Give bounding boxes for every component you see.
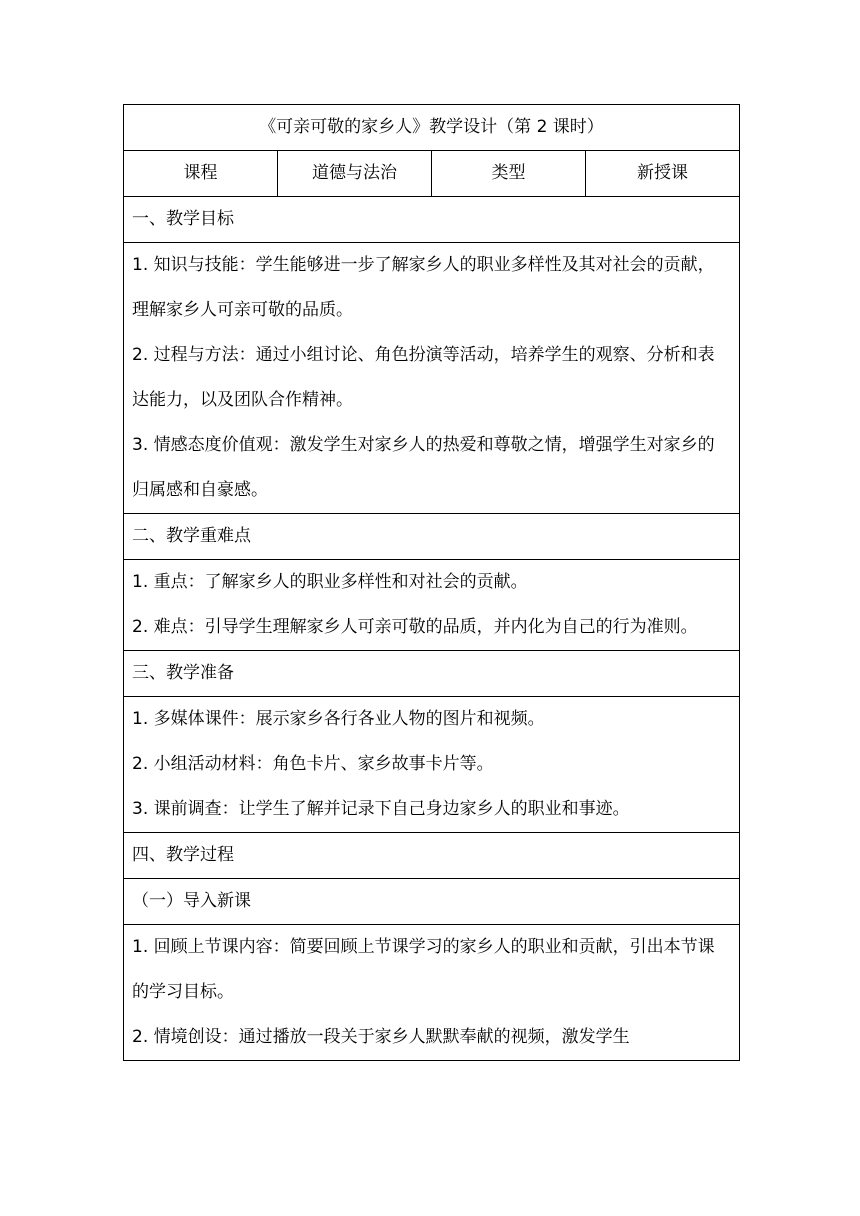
title-row (124, 105, 740, 151)
preparation-item: 3. 课前调查：让学生了解并记录下自己身边家乡人的职业和事迹。 (132, 799, 630, 819)
section-heading-key-points: 二、教学重难点 (124, 514, 740, 560)
process-body (124, 925, 740, 1061)
course-value: 道德与法治 (278, 151, 432, 197)
process-body-row (124, 925, 740, 1061)
objective-item: 3. 情感态度价值观：激发学生对家乡人的热爱和尊敬之情，增强学生对家乡的归属感和自豪感。 (132, 435, 715, 500)
objectives-body (124, 243, 740, 514)
preparation-body-row (124, 697, 740, 833)
preparation-item: 2. 小组活动材料：角色卡片、家乡故事卡片等。 (132, 754, 494, 774)
preparation-heading-row (124, 651, 740, 697)
type-value: 新授课 (586, 151, 740, 197)
section-heading-objectives: 一、教学目标 (124, 197, 740, 243)
document-title: 《可亲可敬的家乡人》教学设计（第 2 课时） (124, 105, 740, 151)
process-item: 2. 情境创设：通过播放一段关于家乡人默默奉献的视频，激发学生 (132, 1027, 630, 1047)
subsection-heading-intro: （一）导入新课 (124, 879, 740, 925)
process-item: 1. 回顾上节课内容：简要回顾上节课学习的家乡人的职业和贡献，引出本节课的学习目标。 (132, 937, 715, 1002)
key-points-heading-row (124, 514, 740, 560)
objective-item: 2. 过程与方法：通过小组讨论、角色扮演等活动，培养学生的观察、分析和表达能力，以及团队合作精神。 (132, 345, 715, 410)
info-row (124, 151, 740, 197)
key-points-body (124, 560, 740, 651)
key-point-item: 1. 重点：了解家乡人的职业多样性和对社会的贡献。 (132, 572, 528, 592)
preparation-item: 1. 多媒体课件：展示家乡各行各业人物的图片和视频。 (132, 709, 545, 729)
type-label: 类型 (432, 151, 586, 197)
course-label: 课程 (124, 151, 278, 197)
objectives-heading-row (124, 197, 740, 243)
process-subheading-row (124, 879, 740, 925)
section-heading-preparation: 三、教学准备 (124, 651, 740, 697)
key-points-body-row (124, 560, 740, 651)
lesson-plan-table (123, 104, 740, 1061)
objectives-body-row (124, 243, 740, 514)
objective-item: 1. 知识与技能：学生能够进一步了解家乡人的职业多样性及其对社会的贡献，理解家乡人可亲可敬的品质。 (132, 255, 715, 320)
key-point-item: 2. 难点：引导学生理解家乡人可亲可敬的品质，并内化为自己的行为准则。 (132, 617, 698, 637)
section-heading-process: 四、教学过程 (124, 833, 740, 879)
preparation-body (124, 697, 740, 833)
process-heading-row (124, 833, 740, 879)
